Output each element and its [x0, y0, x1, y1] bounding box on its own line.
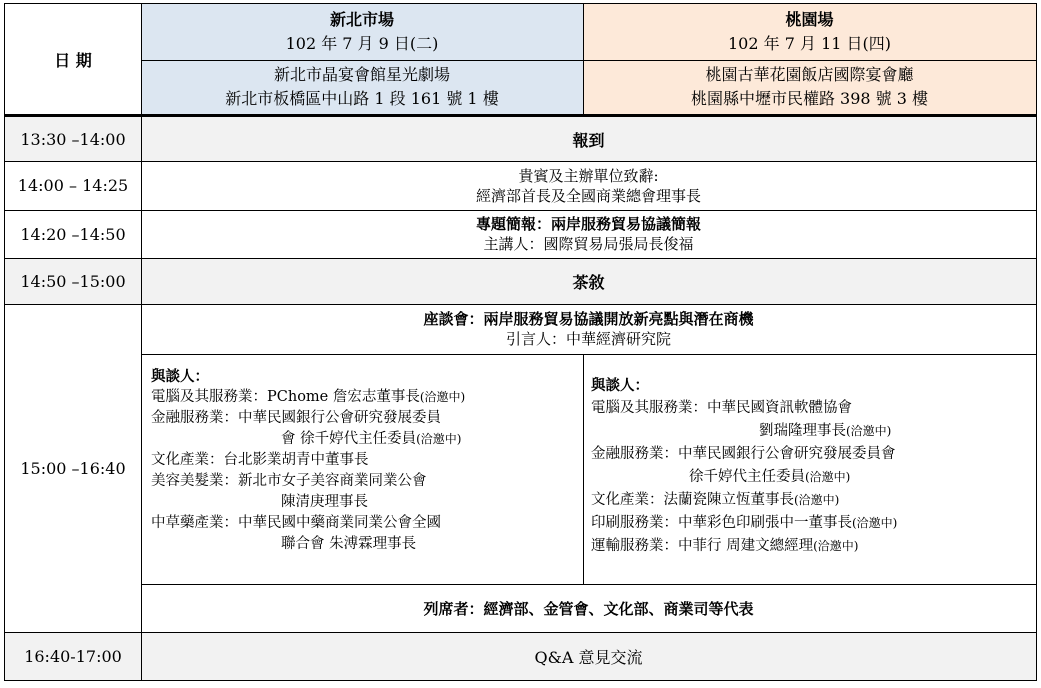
panelist-b-1-cont-text: 劉瑞隆理事長: [759, 423, 846, 439]
venue-a-date: 102 年 7 月 9 日(二): [285, 34, 439, 53]
forum-moderator: 引言人：中華經濟研究院: [505, 330, 671, 348]
panelist-b-3-note: (洽邀中): [794, 493, 840, 507]
briefing-speaker: 主講人：國際貿易局張局長俊福: [483, 235, 694, 253]
opening-line-1: 貴賓及主辦單位致辭:: [518, 166, 659, 185]
panelists-b-heading: 與談人：: [591, 377, 649, 394]
forum-attendees: 列席者：經濟部、金管會、文化部、商業司等代表: [423, 599, 754, 618]
panelist-a-1-text: 電腦及其服務業：PChome 詹宏志董事長: [151, 389, 420, 405]
registration-time: 13:30 –14:00: [20, 129, 126, 149]
panelist-b-2: 金融服務業：中華民國銀行公會研究發展委員會: [591, 446, 896, 462]
panelist-a-4-cont: 陳清庚理事長: [281, 494, 368, 510]
panelist-a-5-cont: 聯合會 朱溥霖理事長: [281, 536, 417, 552]
panelists-a-heading: 與談人：: [151, 368, 209, 385]
panelist-b-1-note: (洽邀中): [846, 424, 892, 438]
qa-time: 16:40-17:00: [24, 646, 122, 666]
qa-text: Q&A 意見交流: [534, 647, 643, 667]
panelist-b-5-text: 運輸服務業：中菲行 周建文總經理: [591, 538, 814, 554]
venue-a-name: 新北市場: [329, 10, 394, 29]
venue-b-address: 桃園縣中壢市民權路 398 號 3 樓: [690, 89, 929, 108]
panelist-b-4-note: (洽邀中): [852, 516, 898, 530]
venue-a-place: 新北市晶宴會館星光劇場: [273, 65, 450, 84]
panelist-a-3: 文化產業：台北影業胡青中董事長: [151, 452, 369, 468]
panelist-b-3-text: 文化產業：法蘭瓷陳立恆董事長: [591, 492, 794, 508]
venue-b-name: 桃園場: [785, 10, 834, 29]
registration-text: 報到: [572, 130, 605, 150]
forum-title: 座談會：兩岸服務貿易協議開放新亮點與潛在商機: [423, 310, 754, 328]
panelist-b-2-note: (洽邀中): [805, 470, 851, 484]
panelist-b-2-cont-text: 徐千婷代主任委員: [689, 469, 805, 485]
panelist-a-2: 金融服務業：中華民國銀行公會研究發展委員: [151, 410, 441, 426]
panelist-b-4-text: 印刷服務業：中華彩色印刷張中一董事長: [591, 515, 852, 531]
briefing-time: 14:20 –14:50: [20, 224, 126, 244]
venue-b-date: 102 年 7 月 11 日(四): [728, 34, 891, 53]
date-column-header: 日 期: [54, 50, 92, 70]
venue-a-address: 新北市板橋區中山路 1 段 161 號 1 樓: [225, 89, 499, 108]
panelist-a-2-cont-text: 會 徐千婷代主任委員: [281, 431, 417, 447]
tea-text: 茶敘: [572, 272, 605, 292]
panelist-a-2-note: (洽邀中): [416, 432, 462, 446]
venue-b-place: 桃園古華花園飯店國際宴會廳: [705, 65, 914, 84]
panelist-b-5-note: (洽邀中): [813, 539, 859, 553]
briefing-title: 專題簡報：兩岸服務貿易協議簡報: [475, 215, 701, 233]
opening-line-2: 經濟部首長及全國商業總會理事長: [475, 186, 701, 205]
panelist-b-1: 電腦及其服務業：中華民國資訊軟體協會: [591, 400, 852, 416]
panelist-a-1-note: (洽邀中): [419, 390, 466, 404]
opening-time: 14:00 – 14:25: [17, 176, 129, 195]
forum-time: 15:00 –16:40: [20, 458, 126, 478]
panelist-a-4: 美容美髮業：新北市女子美容商業同業公會: [151, 473, 427, 489]
tea-time: 14:50 –15:00: [20, 271, 126, 291]
panelist-a-5: 中草藥產業：中華民國中藥商業同業公會全國: [151, 515, 441, 531]
